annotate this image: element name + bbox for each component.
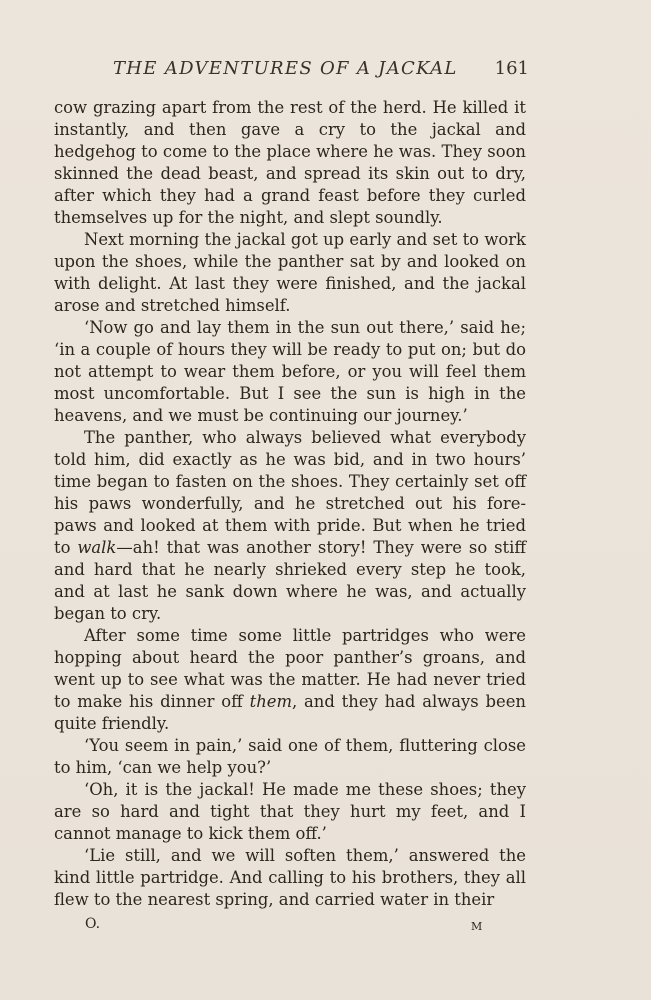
- paragraph-5-part-2: , and they had always been quite friendly.: [54, 692, 526, 733]
- paragraph-4: [54, 427, 526, 625]
- signature-right: M: [471, 920, 483, 933]
- running-title: THE ADVENTURES OF A JACKAL: [113, 58, 458, 79]
- paragraph-8: ‘Lie still, and we will soften them,’ answered the kind little partridge. And calling to his brothers, they all flew to the nearest spring, and carried water in their: [54, 846, 526, 909]
- paragraph-6: ‘You seem in pain,’ said one of them, fluttering close to him, ‘can we help you?’: [54, 736, 526, 777]
- paragraph-7: ‘Oh, it is the jackal! He made me these shoes; they are so hard and tight that they hurt my feet, and I cannot manage to kick them off.’: [54, 780, 526, 843]
- signature-left: O.: [85, 916, 101, 932]
- paragraph-3: ‘Now go and lay them in the sun out there,’ said he; ‘in a couple of hours they will be ready to put on; but do not attempt to wear them before, or you will feel them most uncomfortable. But I see the sun is high in the heavens, and we must be continuing our journey.’: [54, 318, 526, 425]
- body-text: [54, 97, 526, 911]
- paragraph-1: cow grazing apart from the rest of the herd. He killed it instantly, and then gave a cry to the jackal and hedgehog to come to the place where he was. They soon skinned the dead beast, and spread its skin out to dry, after which they had a grand feast before they curled themselves up for the night, and slept soundly.: [54, 98, 526, 227]
- paragraph-4-part-1: The panther, who always believed what everybody told him, did exactly as he was bid, and in two hours’ time began to fasten on the shoes. They certainly set off his paws wonderfully, and he stretched out his fore-paws and looked at them with pride. But when he tried to: [54, 428, 526, 557]
- emphasis-walk: walk: [77, 538, 117, 557]
- page-header: [113, 58, 529, 82]
- paragraph-4-part-2: —ah! that was another story! They were so stiff and hard that he nearly shrieked every step he took, and at last he sank down where he was, and actually began to cry.: [54, 538, 526, 623]
- paragraph-5-part-1: After some time some little partridges who were hopping about heard the poor panther’s groans, and went up to see what was the matter. He had never tried to make his dinner off: [54, 626, 526, 711]
- page-number: 161: [494, 58, 529, 79]
- paragraph-5: [54, 625, 526, 735]
- paragraph-2: Next morning the jackal got up early and set to work upon the shoes, while the panther sat by and looked on with delight. At last they were finished, and the jackal arose and stretched himself.: [54, 230, 526, 315]
- emphasis-them: them: [249, 692, 292, 711]
